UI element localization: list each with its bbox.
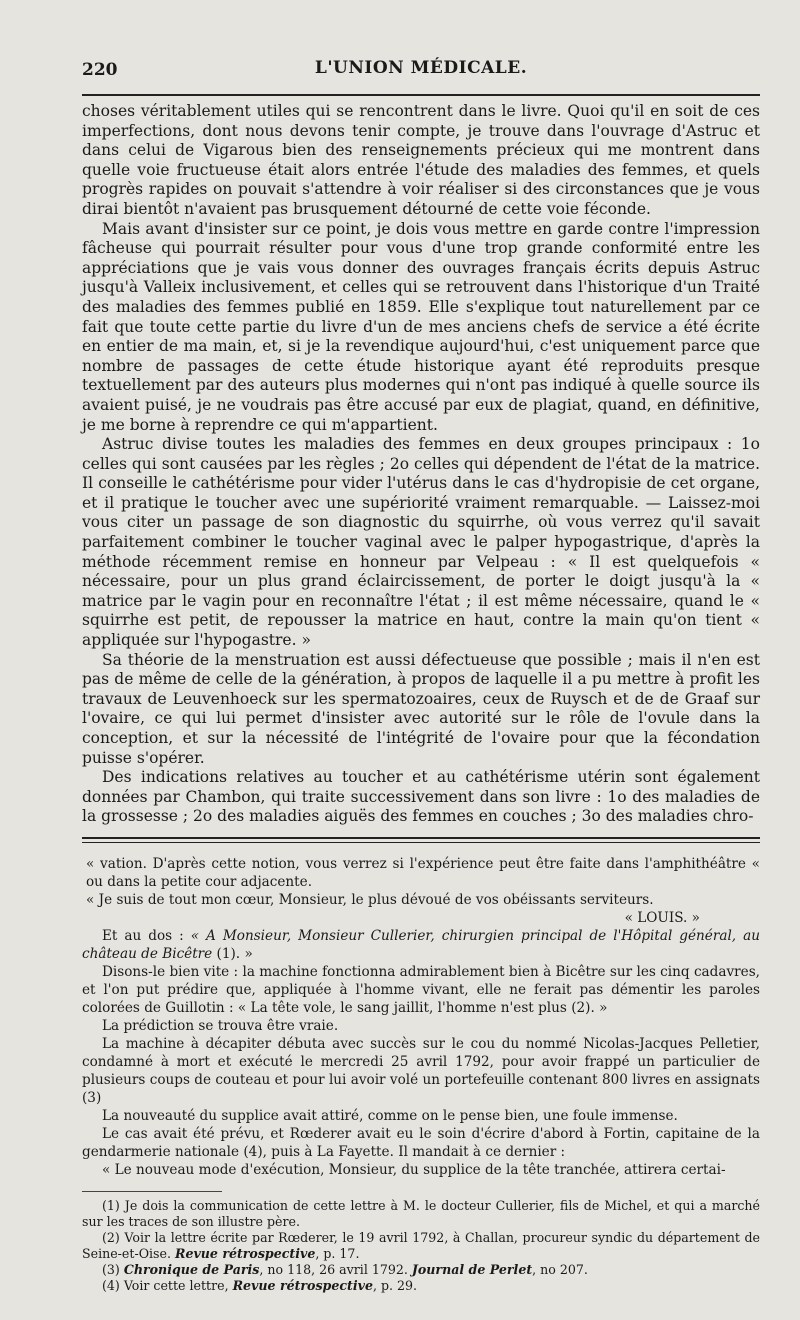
- paragraph: La nouveauté du supplice avait attiré, comme on le pense bien, une foule immense.: [102, 1107, 678, 1124]
- continued-feuilleton: [82, 855, 760, 1179]
- footnote-2: (2) Voir la lettre écrite par Rœderer, le 19 avril 1792, à Challan, procureur syndic du département de Seine-et-Oise. Revue rétrospective, p. 17.: [82, 1229, 760, 1261]
- footnote-4: (4) Voir cette lettre, Revue rétrospective, p. 29.: [102, 1277, 418, 1293]
- address-line: Et au dos : « A Monsieur, Monsieur Cullerier, chirurgien principal de l'Hôpital général, au château de Bicêtre (1). »: [82, 927, 760, 962]
- paragraph: Le cas avait été prévu, et Rœderer avait eu le soin d'écrire d'abord à Fortin, capitaine de la gendarmerie nationale (4), puis à La Fayette. Il mandait à ce dernier :: [82, 1125, 760, 1160]
- footnotes: [82, 1198, 760, 1294]
- paragraph: Sa théorie de la menstruation est aussi défectueuse que possible ; mais il n'en est pas de même de celle de la génération, à propos de laquelle il a pu mettre à profit les travaux de Leuvenhoeck sur les spermatozoaires, ceux de Ruysch et de de Graaf sur l'ovaire, ce qui lui permet d'insister avec autorité sur le rôle de l'ovule dans la conception, et sur la nécessité de l'intégrité de l'ovaire pour que la fécondation puisse s'opérer.: [82, 650, 760, 767]
- quote-line: « Je suis de tout mon cœur, Monsieur, le plus dévoué de vos obéissants serviteurs.: [86, 891, 654, 908]
- paragraph: La prédiction se trouva être vraie.: [102, 1017, 339, 1034]
- paragraph: choses véritablement utiles qui se rencontrent dans le livre. Quoi qu'il en soit de ces imperfections, dont nous devons tenir compte, je trouve dans l'ouvrage d'Astruc et dans celui de Vigarous bien des renseignements précieux qui me montrent dans quelle voie fructueuse était alors entrée l'étude des maladies des femmes, et quels progrès rapides on pouvait s'attendre à voir réaliser si des circonstances que je vous dirai bientôt n'avaient pas brusquement détourné de cette voie féconde.: [82, 102, 760, 218]
- footnote-1: (1) Je dois la communication de cette lettre à M. le docteur Cullerier, fils de Michel, et qui a marché sur les traces de son illustre père.: [82, 1197, 760, 1229]
- running-title: L'UNION MÉDICALE.: [314, 58, 528, 78]
- header-rule: [82, 94, 760, 96]
- main-text: [82, 102, 760, 827]
- paragraph: Mais avant d'insister sur ce point, je dois vous mettre en garde contre l'impression fâcheuse qui pourrait résulter pour vous d'une trop grande conformité entre les appréciations que je vais vous donner des ouvrages français écrits depuis Astruc jusqu'à Valleix inclusivement, et celles qui se retrouvent dans l'historique d'un Traité des maladies des femmes publié en 1859. Elle s'explique tout naturellement par ce fait que toute cette partie du livre d'un de mes anciens chefs de service a été écrite en entier de ma main, et, si je la revendique aujourd'hui, c'est uniquement parce que nombre de passages de cette étude historique ayant été reproduits presque textuellement par des auteurs plus modernes qui n'ont pas indiqué à quelle source ils avaient puisé, je ne voudrais pas être accusé par eux de plagiat, quand, en définitive, je me borne à reprendre ce qui m'appartient.: [82, 219, 760, 434]
- paragraph: Disons-le bien vite : la machine fonctionna admirablement bien à Bicêtre sur les cinq cadavres, et l'on put prédire que, appliquée à l'homme vivant, elle ne ferait pas démentir les paroles colorées de Guillotin : « La tête vole, le sang jaillit, l'homme n'est plus (2). »: [82, 963, 760, 1016]
- quote-line: « vation. D'après cette notion, vous verrez si l'expérience peut être faite dans l'amphithéâtre « ou dans la petite cour adjacente.: [86, 855, 760, 890]
- section-divider: [82, 837, 760, 843]
- paragraph: Astruc divise toutes les maladies des femmes en deux groupes principaux : 1o celles qui sont causées par les règles ; 2o celles qui dépendent de l'état de la matrice. Il conseille le cathétérisme pour vider l'utérus dans le cas d'hydropisie de cet organe, et il pratique le toucher avec une supériorité vraiment remarquable. — Laissez-moi vous citer un passage de son diagnostic du squirrhe, où vous verrez qu'il savait parfaitement combiner le toucher vaginal avec le palper hypogastrique, d'après la méthode récemment remise en honneur par Velpeau : « Il est quelquefois « nécessaire, pour un plus grand éclaircissement, de porter le doigt jusqu'à la « matrice par le vagin pour en reconnaître l'état ; il est même nécessaire, quand le « squirrhe est petit, de repousser la matrice en haut, contre la main qu'on tient « appliquée sur l'hypogastre. »: [82, 435, 760, 650]
- paragraph: « Le nouveau mode d'exécution, Monsieur, du supplice de la tête tranchée, attirera certai-: [102, 1161, 726, 1178]
- page-header: [82, 52, 760, 86]
- footnote-3: (3) Chronique de Paris, no 118, 26 avril 1792. Journal de Perlet, no 207.: [102, 1261, 588, 1277]
- signature: « LOUIS. »: [624, 909, 700, 926]
- address-italic: « A Monsieur, Monsieur Cullerier, chirurgien principal de l'Hôpital général, au château de Bicêtre: [82, 927, 760, 962]
- footnote-rule: [82, 1191, 222, 1192]
- page-number: 220: [82, 60, 118, 80]
- paragraph: Des indications relatives au toucher et au cathétérisme utérin sont également données par Chambon, qui traite successivement dans son livre : 1o des maladies de la grossesse ; 2o des maladies aiguës des femmes en couches ; 3o des maladies chro-: [82, 768, 760, 826]
- paragraph: La machine à décapiter débuta avec succès sur le cou du nommé Nicolas-Jacques Pelletier, condamné à mort et exécuté le mercredi 25 avril 1792, pour avoir frappé un particulier de plusieurs coups de couteau et pour lui avoir volé un portefeuille contenant 800 livres en assignats (3): [82, 1035, 760, 1106]
